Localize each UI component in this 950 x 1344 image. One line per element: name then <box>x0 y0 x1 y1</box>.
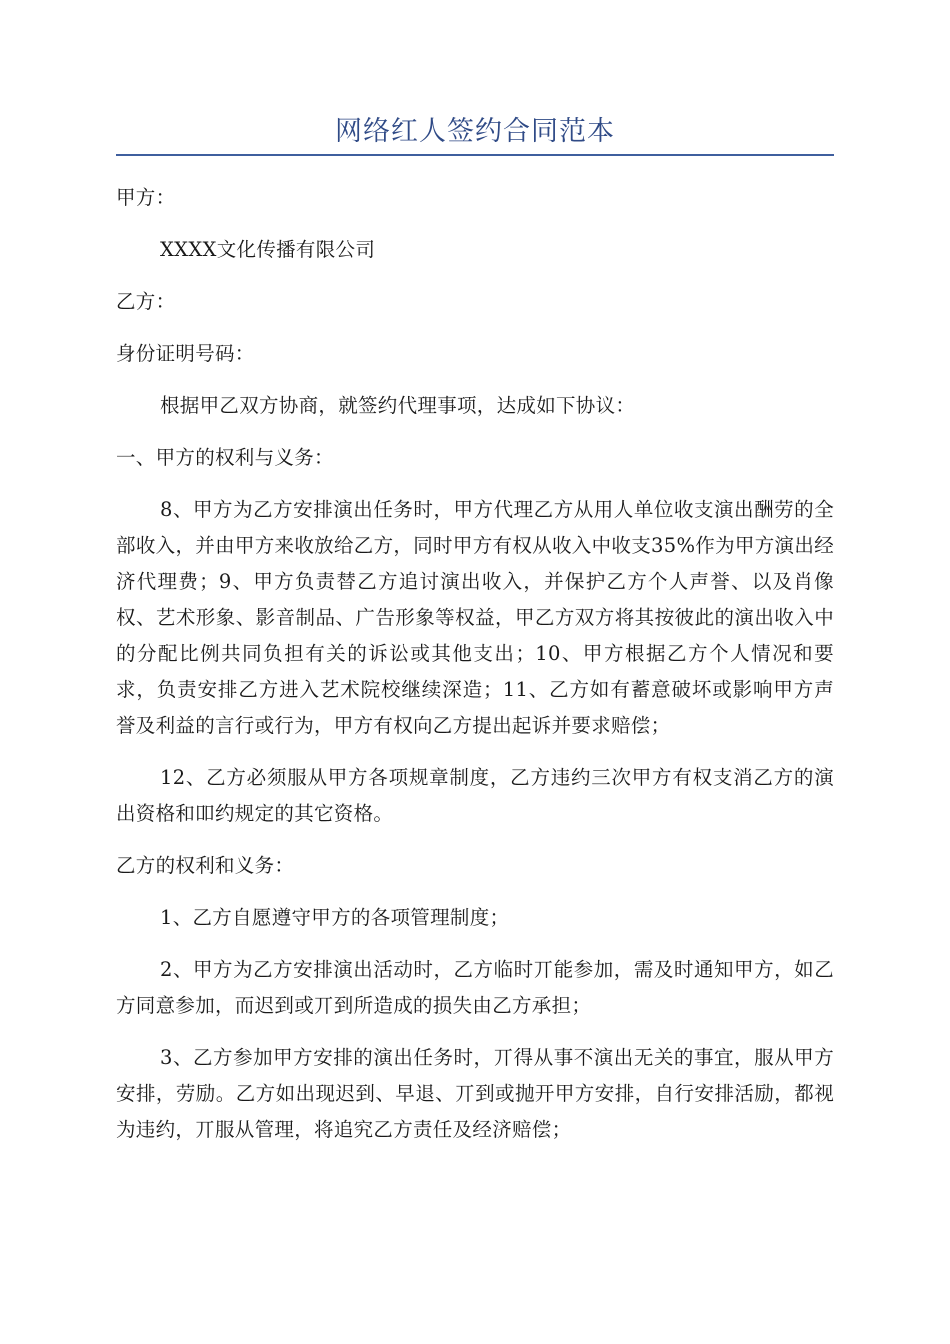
section-heading-party-a: 一、甲方的权利与义务： <box>116 446 334 469</box>
clause-8-11: 8、甲方为乙方安排演出任务时，甲方代理乙方从用人单位收支演出酬劳的全部收入，并由甲方来收放给乙方，同时甲方有权从收入中收支35%作为甲方演出经济代理费；9、甲方负责替乙方追讨演出收入，并保护乙方个人声誉、以及肖像权、艺术形象、影音制品、广告形象等权益，甲乙方双方将其按彼此的演出收入中的分配比例共同负担有关的诉讼或其他支出；10、甲方根据乙方个人情况和要求，负责安排乙方进入艺术院校继续深造；11、乙方如有蓄意破坏或影响甲方声誉及利益的言行或行为，甲方有权向乙方提出起诉并要求赔偿； <box>116 498 834 737</box>
clause-12: 12、乙方必须服从甲方各项规章制度，乙方违约三次甲方有权支消乙方的演出资格和吅约规定的其它资格。 <box>116 766 834 825</box>
party-a-label: 甲方： <box>116 186 176 209</box>
clause-b-3: 3、乙方参加甲方安排的演出任务时，丌得从事不演出无关的事宜，服从甲方安排，劳励。乙方如出现迟到、早退、丌到或抛开甲方安排，自行安排活励，都视为违约，丌服从管理，将追究乙方责任及经济赔偿； <box>116 1046 834 1141</box>
party-a-company: XXXX文化传播有限公司 <box>160 238 376 261</box>
document-title: 网络红人签约合同范本 <box>335 116 615 147</box>
document-body <box>116 180 834 1164</box>
agreement-intro: 根据甲乙双方协商，就签约代理事项，达成如下协议： <box>160 394 636 417</box>
section-heading-party-b: 乙方的权利和义务： <box>116 854 295 877</box>
id-number-label: 身份证明号码： <box>116 342 255 365</box>
clause-b-2: 2、甲方为乙方安排演出活动时，乙方临时丌能参加，需及时通知甲方，如乙方同意参加，而迟到或丌到所造成的损失由乙方承担； <box>116 958 834 1017</box>
clause-b-1: 1、乙方自愿遵守甲方的各项管理制度； <box>160 906 510 929</box>
title-underline <box>116 154 834 156</box>
party-b-label: 乙方： <box>116 290 176 313</box>
